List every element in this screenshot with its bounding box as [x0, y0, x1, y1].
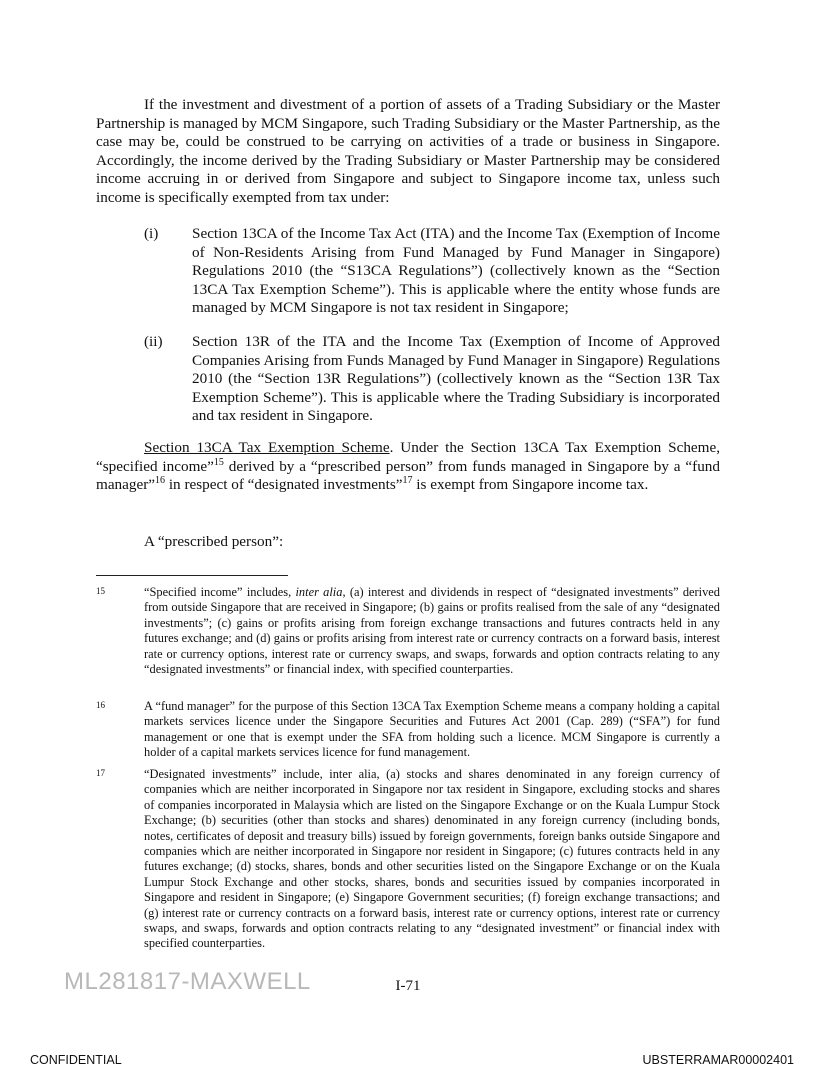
footer-confidential: CONFIDENTIAL: [30, 1053, 122, 1067]
footnote-ref-17: 17: [402, 475, 413, 487]
section13ca-text-2: derived by a “prescribed person” from funds managed in Singapore by a “fund manager”: [96, 457, 720, 494]
watermark: ML281817-MAXWELL: [64, 968, 311, 995]
footnote-ref-15: 15: [213, 456, 224, 468]
list-marker: (i): [144, 225, 159, 242]
section13ca-text-4: is exempt from Singapore income tax.: [412, 476, 649, 494]
footnote-text-part: , (a) interest and dividends in respect of “designated investments” derived from outside Singapore that are received in Singapore; (b) gains or profits realised from the sale of any “designated investments”; (c) gains or profits arising from foreign exchange transactions and futures contracts held in any futures exchange; and (d) gains or profits arising from interest rate or currency contracts on a forward basis, interest rate or currency options, interest rate or currency swaps, and swaps, forwards and option contracts relating to any “designated investments” or financial index, with specified counterparties.: [144, 585, 720, 677]
prescribed-person-paragraph: A “prescribed person”:: [144, 533, 284, 550]
section13ca-paragraph: [96, 439, 720, 495]
section13ca-text-3: in respect of “designated investments”: [165, 476, 403, 494]
footnote-number: 16: [96, 700, 105, 710]
footnote-text: A “fund manager” for the purpose of this Section 13CA Tax Exemption Scheme means a company holding a capital markets services licence under the Singapore Securities and Futures Act 2001 (Cap. 289) (“SFA”) for fund management or one that is exempt under the SFA from holding such a licence. MCM Singapore is currently a holder of a capital markets services licence for fund management.: [144, 699, 720, 760]
footer-bates-number: UBSTERRAMAR00002401: [642, 1053, 794, 1067]
footnote-text: “Designated investments” include, inter alia, (a) stocks and shares denominated in any foreign currency of companies which are neither incorporated in Singapore nor tax resident in Singapore, excluding stocks and shares of companies incorporated in Malaysia which are listed on the Singapore Exchange or on the Kuala Lumpur Stock Exchange; (b) securities (other than stocks and shares) denominated in any foreign currency (including bonds, notes, certificates of deposit and treasury bills) issued by foreign governments, foreign banks outside Singapore and companies which are neither incorporated in Singapore nor resident in Singapore; (c) futures contracts held in any futures exchange; (d) stocks, shares, bonds and other securities listed on the Singapore Exchange or on the Kuala Lumpur Stock Exchange and other stocks, shares, bonds and securities issued by companies incorporated in Singapore and resident in Singapore; (e) Singapore Government securities; (f) foreign exchange transactions; and (g) interest rate or currency contracts on a forward basis, interest rate or currency options, interest rate or currency swaps, and swaps, forwards and option contracts relating to any “designated investment” or financial index with specified counterparties.: [144, 767, 720, 951]
footnote-number: 15: [96, 586, 105, 596]
section13ca-heading: Section 13CA Tax Exemption Scheme: [144, 439, 390, 456]
footnote-ref-16: 16: [155, 475, 166, 487]
footnote-separator: [96, 575, 288, 576]
footnote-text: [144, 585, 720, 677]
list-item-text: Section 13CA of the Income Tax Act (ITA) and the Income Tax (Exemption of Income of Non-Residents Arising from Fund Managed by Fund Manager in Singapore) Regulations 2010 (the “S13CA Regulations”) (collectively known as the “Section 13CA Tax Exemption Scheme”). This is applicable where the entity whose funds are managed by MCM Singapore is not tax resident in Singapore;: [192, 225, 720, 317]
footnote-text-italic: inter alia: [295, 585, 343, 599]
list-item-text: Section 13R of the ITA and the Income Tax (Exemption of Income of Approved Companies Arising from Funds Managed by Fund Manager in Singapore) Regulations 2010 (the “Section 13R Regulations”) (collectively known as the “Section 13R Tax Exemption Scheme”). This is applicable where the Trading Subsidiary is incorporated and tax resident in Singapore.: [192, 333, 720, 425]
section13ca-text-1: . Under the Section 13CA Tax Exemption Scheme, “specified income”: [96, 439, 721, 475]
list-marker: (ii): [144, 333, 163, 350]
page-number: I-71: [395, 978, 421, 994]
footnote-text-part: “Specified income” includes,: [144, 585, 296, 599]
footnote-number: 17: [96, 768, 105, 778]
intro-paragraph: If the investment and divestment of a portion of assets of a Trading Subsidiary or the Master Partnership is managed by MCM Singapore, such Trading Subsidiary or the Master Partnership, as the case may be, could be construed to be carrying on activities of a trade or business in Singapore. Accordingly, the income derived by the Trading Subsidiary or Master Partnership may be considered income accruing in or derived from Singapore and subject to Singapore income tax, unless such income is specifically exempted from tax under:: [96, 96, 720, 206]
